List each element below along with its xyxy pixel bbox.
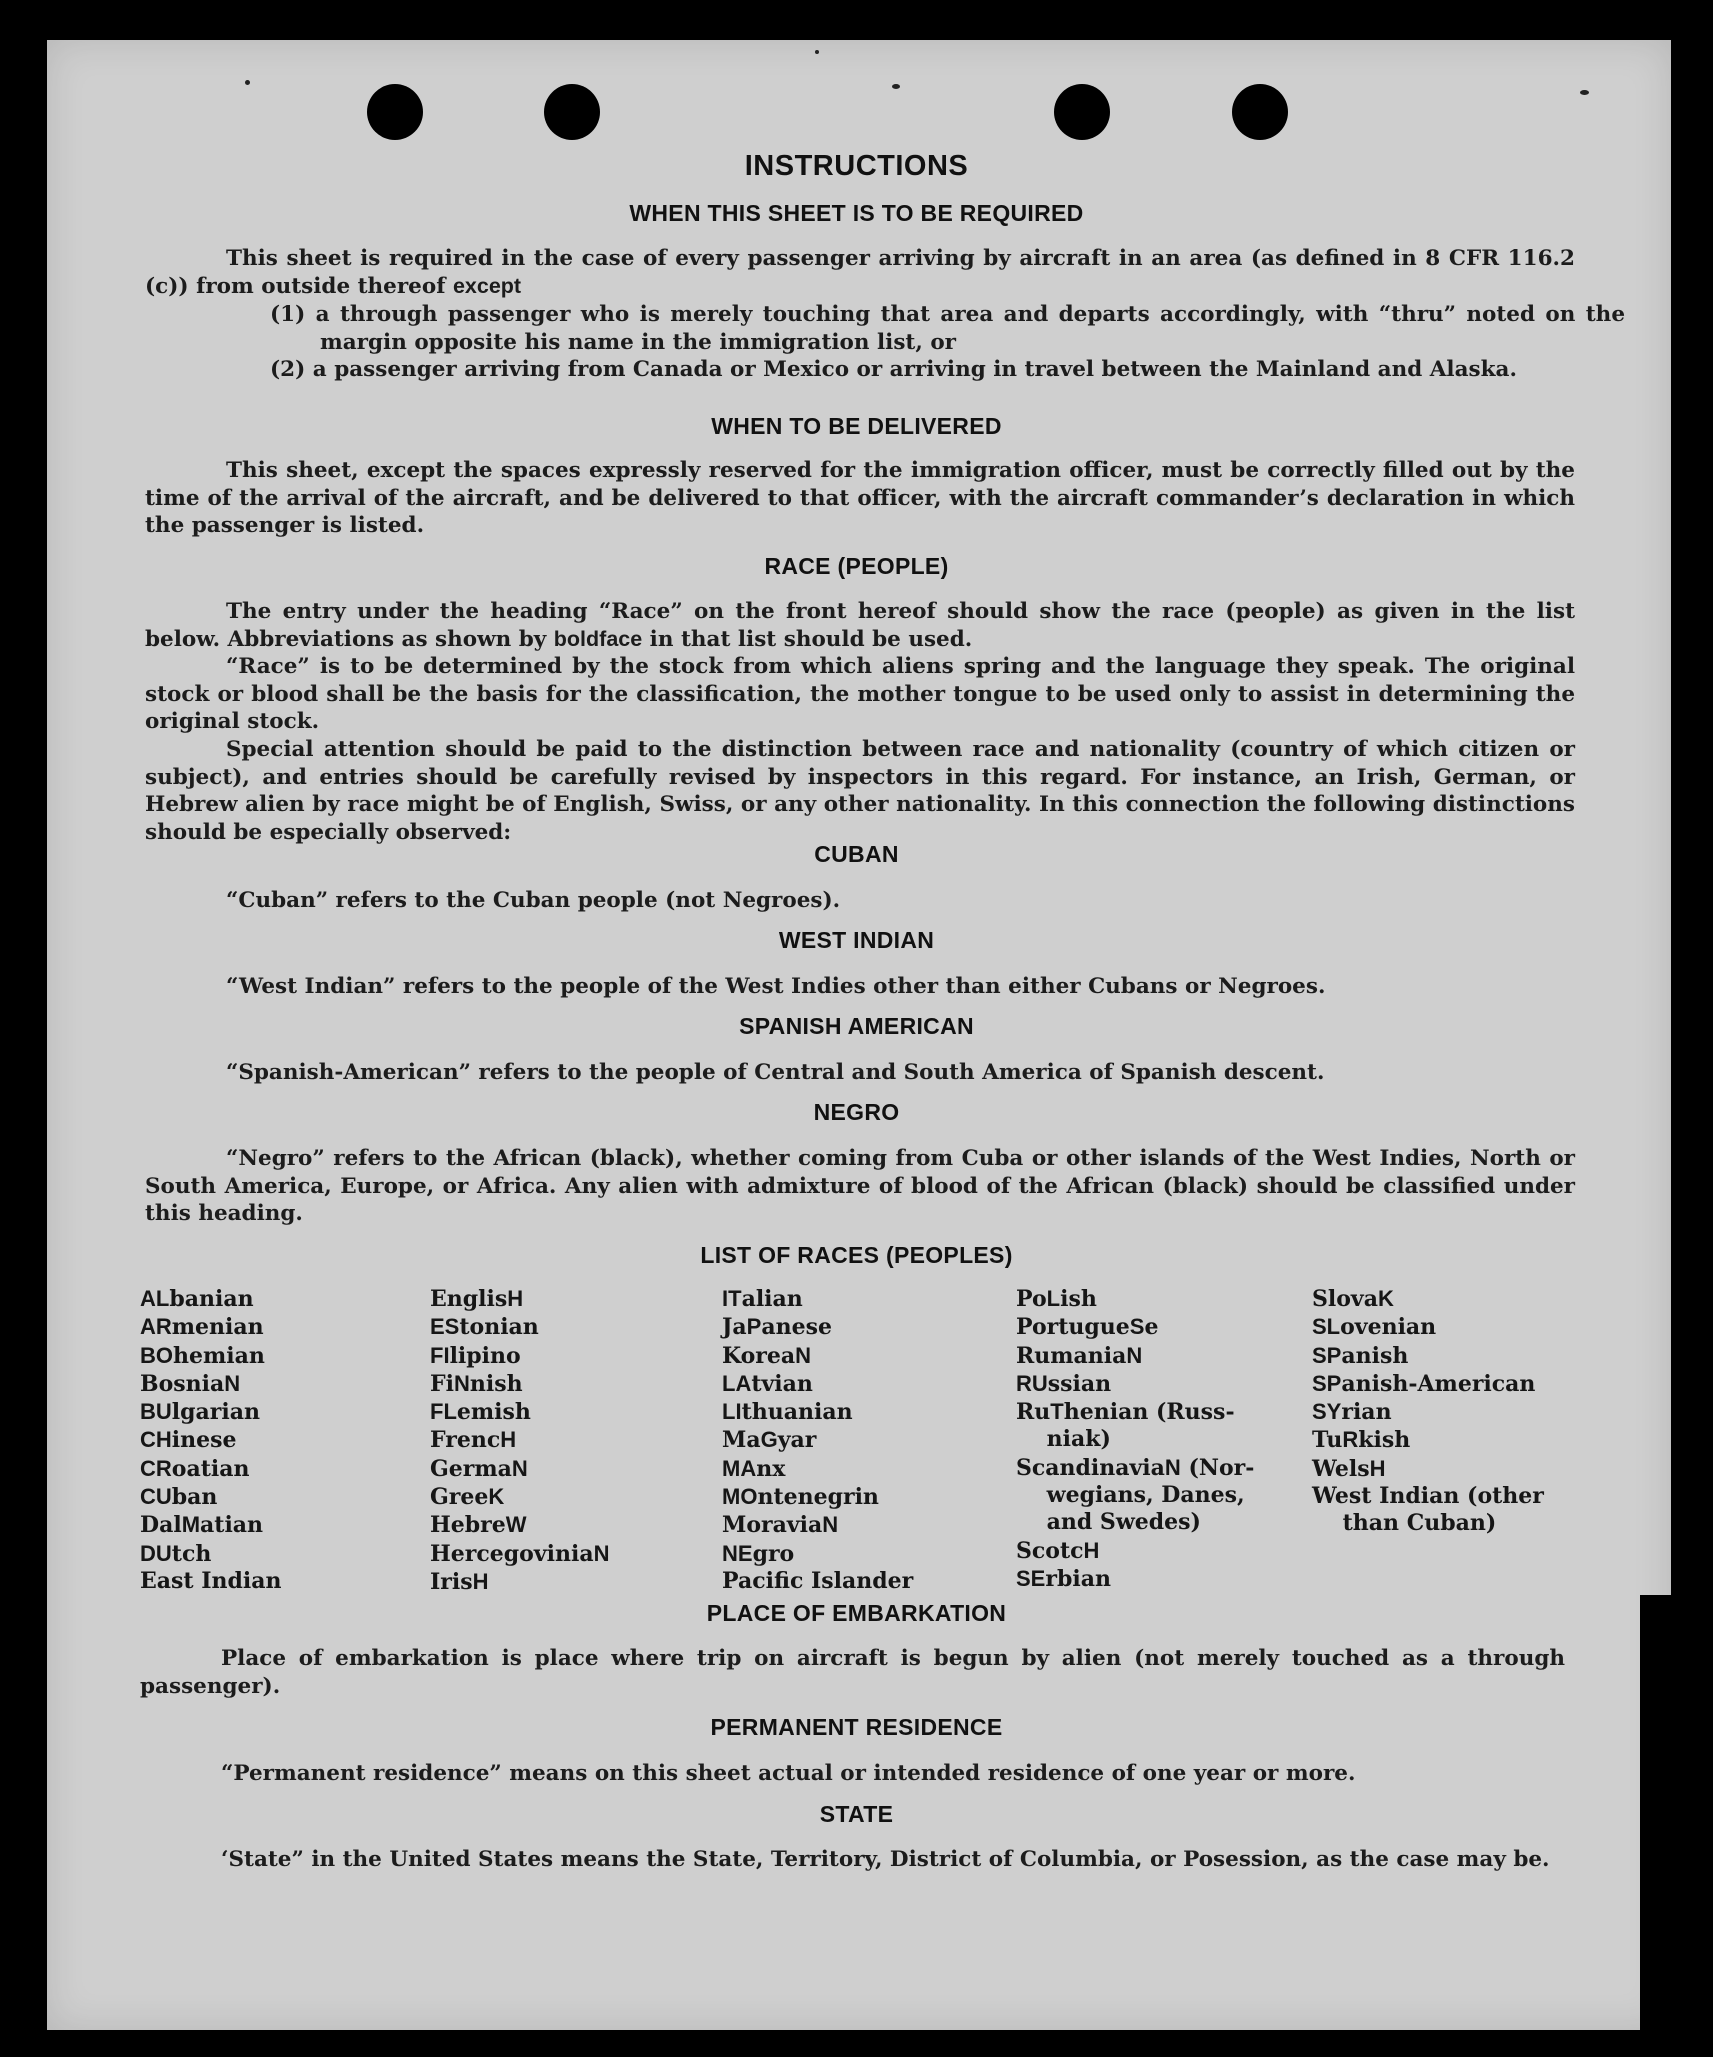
punch-hole <box>367 84 423 140</box>
race-list-item: CRoatian <box>140 1455 250 1482</box>
race-list-item: DUtch <box>140 1540 212 1567</box>
race-list-item: ScandinaviaN (Nor- <box>1016 1454 1255 1481</box>
section-heading-cuban: CUBAN <box>814 841 899 867</box>
page-title: INSTRUCTIONS <box>744 150 969 182</box>
race-paragraph-2: “Race” is to be determined by the stock from which aliens spring and the language they speak. The original stock or blood shall be the basis for the classification, the mother tongue to be used only to assist in determining the original stock. <box>145 654 1575 734</box>
exception-item-1: (1) a through passenger who is merely touching that area and departs accordingly, with “thru” noted on the margin opposite his name in the immigration list, or <box>270 302 1625 355</box>
race-list-item: PortugueSe <box>1016 1314 1159 1341</box>
race-list-item: NEgro <box>722 1540 795 1567</box>
race-list-item: RuThenian (Russ- <box>1016 1399 1235 1426</box>
punch-hole <box>1232 84 1288 140</box>
scan-speck <box>892 84 900 89</box>
embarkation-paragraph: Place of embarkation is place where trip on aircraft is begun by alien (not merely touched as a through passenger). <box>140 1646 1565 1699</box>
race-list-item: SPanish-American <box>1312 1370 1536 1397</box>
race-list-item: SYrian <box>1312 1399 1392 1426</box>
section-heading-when-required: WHEN THIS SHEET IS TO BE REQUIRED <box>629 200 1084 226</box>
race-paragraph-1: The entry under the heading “Race” on the front hereof should show the race (people) as given in the list below. Abbreviations as shown by boldface in that list should be used. <box>145 599 1575 652</box>
scan-speck <box>815 50 819 54</box>
race-list-item: and Swedes) <box>1016 1509 1201 1536</box>
spanish-american-paragraph: “Spanish-American” refers to the people of Central and South America of Spanish descent. <box>226 1060 1325 1085</box>
exception-item-2: (2) a passenger arriving from Canada or Mexico or arriving in travel between the Mainland and Alaska. <box>270 357 1517 382</box>
race-list-item: RUssian <box>1016 1370 1112 1397</box>
race-list-item: KoreaN <box>722 1342 812 1369</box>
race-list-item: wegians, Danes, <box>1016 1482 1245 1509</box>
race-list-item: MOntenegrin <box>722 1484 879 1511</box>
scan-speck <box>245 80 250 85</box>
race-list-item: GreeK <box>430 1484 505 1511</box>
race-list-column-3 <box>722 1285 913 1595</box>
section-heading-state: STATE <box>819 1801 894 1827</box>
race-list-item: DalMatian <box>140 1512 264 1539</box>
race-list-column-5 <box>1312 1285 1544 1538</box>
race-list-item: ALbanian <box>140 1286 254 1312</box>
race-list-column-4 <box>1016 1285 1254 1593</box>
section-heading-west-indian: WEST INDIAN <box>778 927 935 953</box>
west-indian-paragraph: “West Indian” refers to the people of the West Indies other than either Cubans or Negroes. <box>226 974 1326 999</box>
race-list-item: LIthuanian <box>722 1399 853 1426</box>
race-list-item: MAnx <box>722 1455 786 1482</box>
section-heading-spanish-american: SPANISH AMERICAN <box>739 1013 974 1039</box>
race-list-item: CHinese <box>140 1427 237 1454</box>
race-list-item: MaGyar <box>722 1427 817 1454</box>
race-list-item: FIlipino <box>430 1342 521 1369</box>
race-list-item: niak) <box>1016 1426 1111 1453</box>
race-list-column-1 <box>140 1285 282 1595</box>
race-list-item: SLovenian <box>1312 1314 1437 1341</box>
race-list-item: BosniaN <box>140 1370 241 1397</box>
race-list-item: LAtvian <box>722 1370 813 1397</box>
race-list-item: BOhemian <box>140 1342 265 1369</box>
section-heading-list-of-races: LIST OF RACES (PEOPLES) <box>700 1242 1013 1268</box>
race-list-item: FiNnish <box>430 1370 523 1397</box>
race-list-item: HebreW <box>430 1512 527 1539</box>
section-heading-permanent-residence: PERMANENT RESIDENCE <box>710 1714 1003 1740</box>
race-list-item: HercegoviniaN <box>430 1540 610 1567</box>
race-list-item: East Indian <box>140 1567 282 1594</box>
race-list-item: CUban <box>140 1484 218 1511</box>
race-list-item: ScotcH <box>1016 1537 1100 1564</box>
race-list-item: GermaN <box>430 1455 528 1482</box>
race-list-item: BUlgarian <box>140 1399 260 1426</box>
race-list-item: FLemish <box>430 1399 531 1426</box>
punch-hole <box>544 84 600 140</box>
race-list-item: than Cuban) <box>1312 1510 1497 1537</box>
punch-hole <box>1054 84 1110 140</box>
state-paragraph: ‘State” in the United States means the State, Territory, District of Columbia, or Posession, as the case may be. <box>221 1847 1550 1872</box>
race-list-item: FrencH <box>430 1427 517 1454</box>
race-list-item: EStonian <box>430 1314 539 1341</box>
permanent-residence-paragraph: “Permanent residence” means on this sheet actual or intended residence of one year or more. <box>221 1761 1356 1786</box>
race-list-item: ARmenian <box>140 1314 264 1341</box>
negro-paragraph: “Negro” refers to the African (black), whether coming from Cuba or other islands of the West Indies, North or South America, Europe, or Africa. Any alien with admixture of blood of the African (black) should be classified under this heading. <box>145 1146 1575 1226</box>
when-required-paragraph: This sheet is required in the case of every passenger arriving by aircraft in an area (as defined in 8 CFR 116.2 (c)) from outside thereof except <box>145 246 1575 299</box>
race-list-item: West Indian (other <box>1312 1483 1544 1510</box>
race-list-item: MoraviaN <box>722 1512 839 1539</box>
section-heading-race: RACE (PEOPLE) <box>764 553 949 579</box>
race-list-item: WelsH <box>1312 1455 1386 1482</box>
race-paragraph-3: Special attention should be paid to the distinction between race and nationality (country of which citizen or subject), and entries should be carefully revised by inspectors in this regard. For instance, an Irish, German, or Hebrew alien by race might be of English, Swiss, or any other nationality. In this connection the following distinctions should be especially observed: <box>145 737 1575 845</box>
race-list-item: Pacific Islander <box>722 1567 914 1594</box>
race-list-item: TuRkish <box>1312 1427 1411 1454</box>
section-heading-when-delivered: WHEN TO BE DELIVERED <box>711 413 1002 439</box>
race-list-item: ITalian <box>722 1286 803 1312</box>
cuban-paragraph: “Cuban” refers to the Cuban people (not Negroes). <box>226 888 841 913</box>
section-heading-negro: NEGRO <box>813 1099 900 1125</box>
race-list-item: SErbian <box>1016 1565 1111 1592</box>
race-list-column-2 <box>430 1285 609 1596</box>
race-list-item: SlovaK <box>1312 1286 1394 1312</box>
race-list-item: PoLish <box>1016 1286 1097 1312</box>
race-list-item: IrisH <box>430 1568 489 1595</box>
scan-speck <box>1580 90 1589 95</box>
race-list-item: JaPanese <box>722 1314 832 1341</box>
race-list-item: EnglisH <box>430 1286 524 1312</box>
race-list-item: RumaniaN <box>1016 1342 1143 1369</box>
section-heading-embarkation: PLACE OF EMBARKATION <box>706 1600 1007 1626</box>
when-delivered-paragraph: This sheet, except the spaces expressly reserved for the immigration officer, must be correctly filled out by the time of the arrival of the aircraft, and be delivered to that officer, with the aircraft commander’s declaration in which the passenger is listed. <box>145 458 1575 538</box>
race-list-item: SPanish <box>1312 1342 1409 1369</box>
